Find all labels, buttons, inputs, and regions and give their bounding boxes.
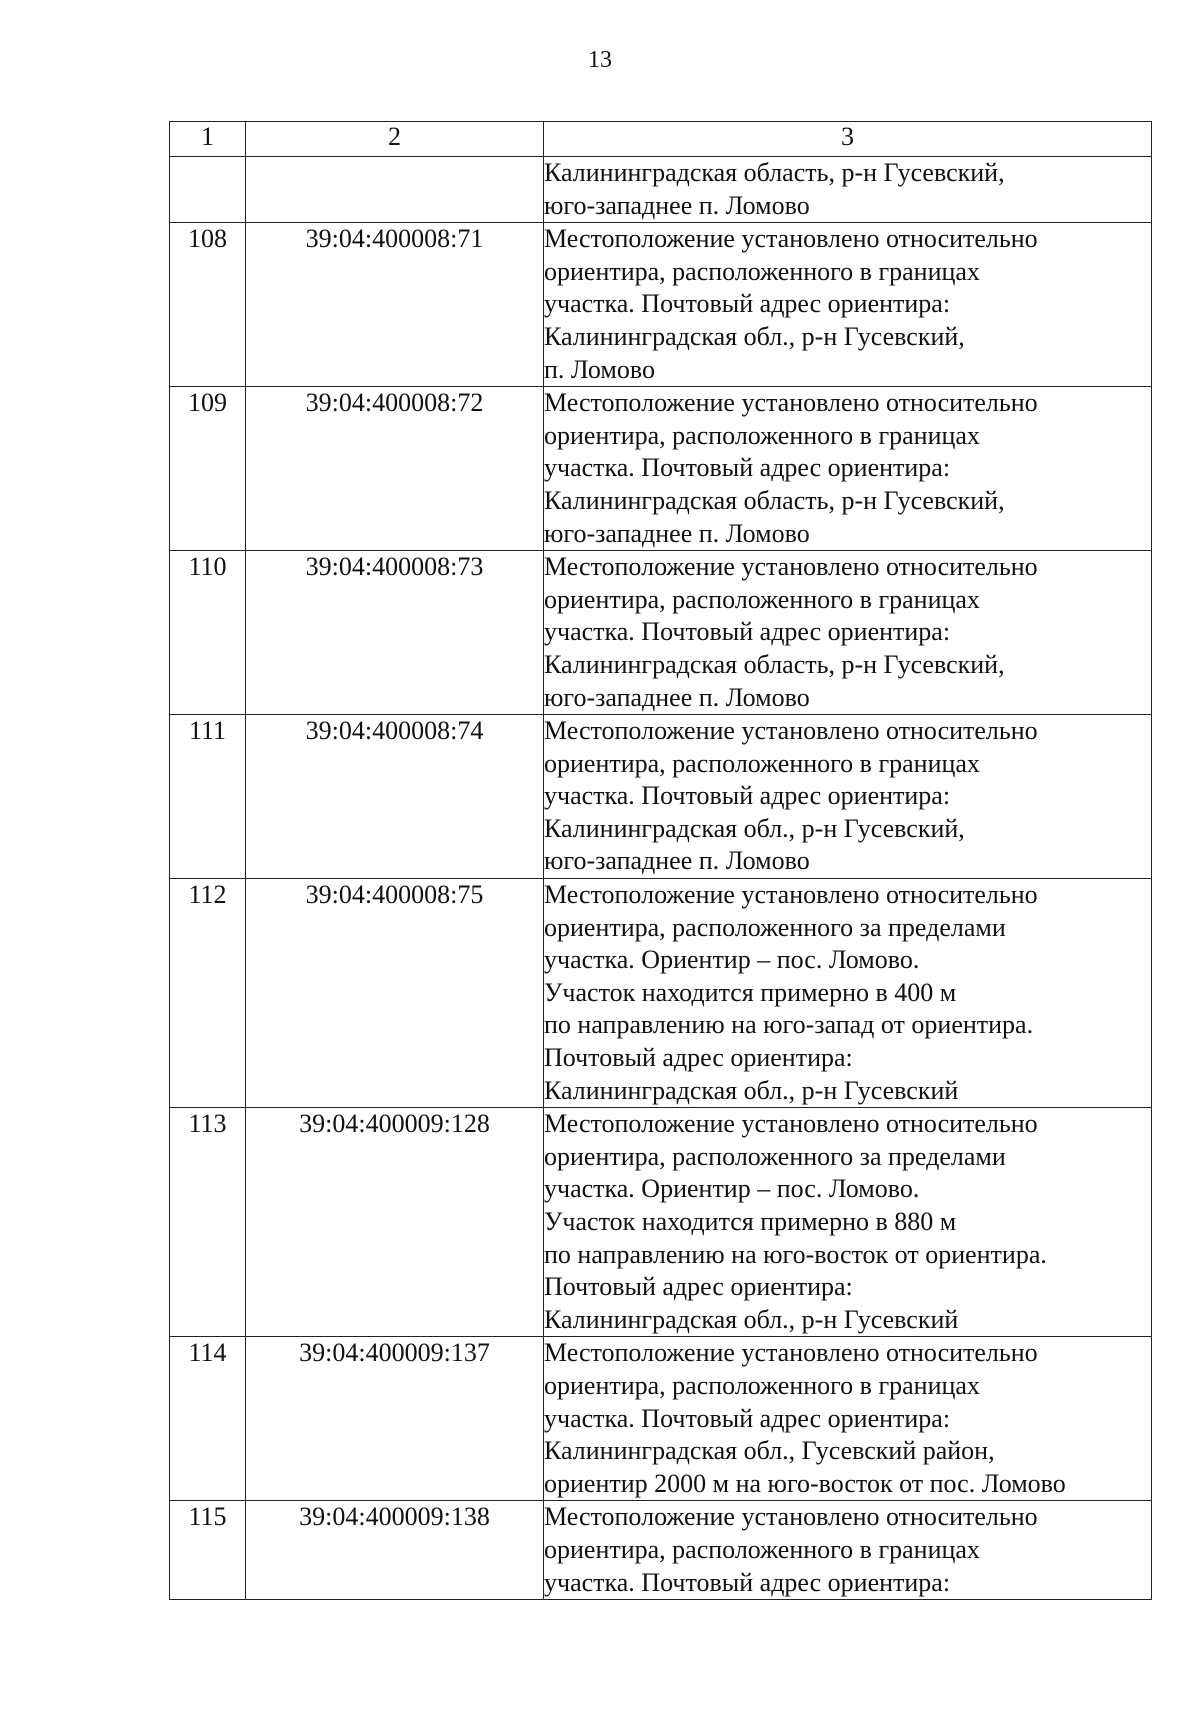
location-description [544, 223, 1152, 387]
description-line: Калининградская обл., р-н Гусевский, [544, 813, 965, 843]
row-number: 115 [170, 1501, 246, 1600]
location-description [544, 387, 1152, 551]
description-line: участка. Ориентир – пос. Ломово. [544, 1174, 920, 1204]
description-line: участка. Почтовый адрес ориентира: [544, 617, 951, 647]
description-line: ориентира, расположенного за пределами [544, 1141, 1006, 1171]
table-row [170, 715, 1152, 879]
description-line: ориентира, расположенного в границах [544, 256, 980, 286]
description-line: ориентира, расположенного за пределами [544, 912, 1006, 942]
description-line: Местоположение установлено относительно [544, 552, 1038, 582]
description-line: Местоположение установлено относительно [544, 224, 1038, 254]
description-line: Калининградская область, р-н Гусевский, [544, 649, 1005, 679]
row-number: 114 [170, 1337, 246, 1501]
description-line: Местоположение установлено относительно [544, 1338, 1038, 1368]
description-line: юго-западнее п. Ломово [544, 846, 810, 876]
row-number: 113 [170, 1108, 246, 1337]
description-line: Калининградская обл., р-н Гусевский, [544, 321, 965, 351]
table-row [170, 879, 1152, 1108]
table-row [170, 1108, 1152, 1337]
description-line: ориентира, расположенного в границах [544, 584, 980, 614]
row-number: 109 [170, 387, 246, 551]
description-line: по направлению на юго-восток от ориентира. [544, 1239, 1047, 1269]
page-number: 13 [588, 47, 612, 73]
description-line: Местоположение установлено относительно [544, 1109, 1038, 1139]
description-line: Калининградская обл., Гусевский район, [544, 1436, 995, 1466]
description-line: Калининградская область, р-н Гусевский, [544, 158, 1005, 187]
description-line: участка. Почтовый адрес ориентира: [544, 453, 951, 483]
description-line: Калининградская область, р-н Гусевский, [544, 485, 1005, 515]
location-description [544, 1337, 1152, 1501]
location-description [544, 551, 1152, 715]
row-number: 111 [170, 715, 246, 879]
cadastral-number: 39:04:400008:72 [246, 387, 544, 551]
cadastral-number: 39:04:400008:73 [246, 551, 544, 715]
description-line: юго-западнее п. Ломово [544, 190, 810, 220]
description-line: Участок находится примерно в 400 м [544, 977, 957, 1007]
location-description [544, 1108, 1152, 1337]
cadastral-number: 39:04:400009:138 [246, 1501, 544, 1600]
cadastral-number: 39:04:400008:75 [246, 879, 544, 1108]
table-row [170, 387, 1152, 551]
cadastral-number [246, 157, 544, 223]
description-line: по направлению на юго-запад от ориентира. [544, 1010, 1034, 1040]
location-description [544, 879, 1152, 1108]
row-number: 108 [170, 223, 246, 387]
description-line: Почтовый адрес ориентира: [544, 1272, 853, 1302]
description-line: участка. Почтовый адрес ориентира: [544, 289, 951, 319]
cadastral-number: 39:04:400008:71 [246, 223, 544, 387]
description-line: участка. Почтовый адрес ориентира: [544, 1403, 951, 1433]
description-line: Местоположение установлено относительно [544, 1502, 1038, 1532]
column-header-cadastral: 2 [246, 122, 544, 157]
row-number [170, 157, 246, 223]
description-line: ориентир 2000 м на юго-восток от пос. Ломово [544, 1468, 1066, 1498]
table-row [170, 1501, 1152, 1600]
description-line: Местоположение установлено относительно [544, 880, 1038, 910]
description-line: участка. Почтовый адрес ориентира: [544, 781, 951, 811]
description-line: Калининградская обл., р-н Гусевский [544, 1304, 959, 1334]
description-line: п. Ломово [544, 354, 655, 384]
table-row [170, 223, 1152, 387]
row-number: 110 [170, 551, 246, 715]
land-plots-table [169, 121, 1152, 1600]
cadastral-number: 39:04:400008:74 [246, 715, 544, 879]
row-number: 112 [170, 879, 246, 1108]
location-description [544, 715, 1152, 879]
table-row [170, 157, 1152, 223]
description-line: Участок находится примерно в 880 м [544, 1207, 957, 1236]
table-header-row [170, 122, 1152, 157]
description-line: ориентира, расположенного в границах [544, 1370, 980, 1400]
description-line: участка. Ориентир – пос. Ломово. [544, 945, 920, 975]
description-line: участка. Почтовый адрес ориентира: [544, 1567, 951, 1597]
cadastral-number: 39:04:400009:137 [246, 1337, 544, 1501]
description-line: ориентира, расположенного в границах [544, 748, 980, 778]
description-line: ориентира, расположенного в границах [544, 420, 980, 450]
column-header-number: 1 [170, 122, 246, 157]
table-row [170, 551, 1152, 715]
description-line: юго-западнее п. Ломово [544, 518, 810, 548]
description-line: Почтовый адрес ориентира: [544, 1043, 853, 1073]
location-description [544, 157, 1152, 223]
description-line: ориентира, расположенного в границах [544, 1534, 980, 1564]
description-line: Калининградская обл., р-н Гусевский [544, 1075, 959, 1105]
location-description [544, 1501, 1152, 1600]
description-line: Местоположение установлено относительно [544, 388, 1038, 418]
description-line: Местоположение установлено относительно [544, 716, 1038, 746]
description-line: юго-западнее п. Ломово [544, 682, 810, 712]
column-header-location: 3 [544, 122, 1152, 157]
table-row [170, 1337, 1152, 1501]
cadastral-number: 39:04:400009:128 [246, 1108, 544, 1337]
